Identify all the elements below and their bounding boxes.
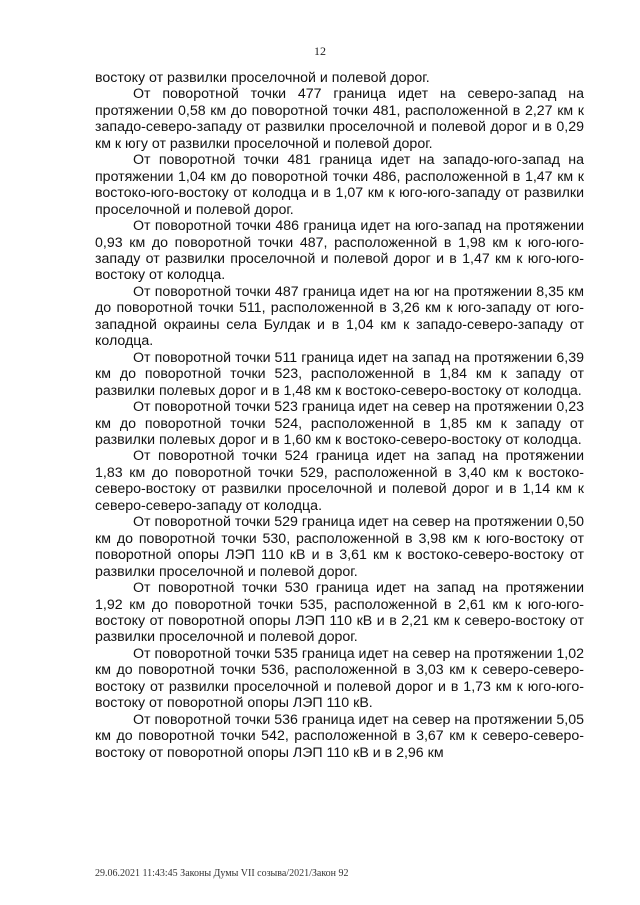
document-footer: 29.06.2021 11:43:45 Законы Думы VII созыва/2021/Закон 92 <box>95 868 349 879</box>
paragraph: От поворотной точки 523 граница идет на север на протяжении 0,23 км до поворотной точки 524, расположенной в 1,85 км к западу от развилки полевых дорог и в 1,60 км к востоко-северо-востоку от колодца. <box>95 399 584 448</box>
document-body <box>95 70 584 761</box>
paragraph: От поворотной точки 481 граница идет на западо-юго-запад на протяжении 1,04 км до поворотной точки 486, расположенной в 1,47 км к востоко-юго-востоку от колодца и в 1,07 км к юго-юго-западу от развилки проселочной и полевой дорог. <box>95 152 584 218</box>
paragraph: От поворотной точки 529 граница идет на север на протяжении 0,50 км до поворотной точки 530, расположенной в 3,98 км к юго-востоку от поворотной опоры ЛЭП 110 кВ и в 3,61 км к востоко-северо-востоку от развилки проселочной и полевой дорог. <box>95 514 584 580</box>
paragraph: От поворотной точки 477 граница идет на северо-запад на протяжении 0,58 км до поворотной точки 481, расположенной в 2,27 км к западо-северо-западу от развилки проселочной и полевой дорог и в 0,29 км к югу от развилки проселочной и полевой дорог. <box>95 86 584 152</box>
paragraph: От поворотной точки 487 граница идет на юг на протяжении 8,35 км до поворотной точки 511, расположенной в 3,26 км к юго-западу от юго-западной окраины села Булдак и в 1,04 км к западо-северо-западу от колодца. <box>95 283 584 350</box>
paragraph: От поворотной точки 530 граница идет на запад на протяжении 1,92 км до поворотной точки 535, расположенной в 2,61 км к юго-юго-востоку от поворотной опоры ЛЭП 110 кВ и в 2,21 км к северо-востоку от развилки проселочной и полевой дорог. <box>95 580 584 646</box>
paragraph: От поворотной точки 536 граница идет на север на протяжении 5,05 км до поворотной точки 542, расположенной в 3,67 км к северо-северо-востоку от поворотной опоры ЛЭП 110 кВ и в 2,96 км <box>95 711 584 761</box>
paragraph: От поворотной точки 511 граница идет на запад на протяжении 6,39 км до поворотной точки 523, расположенной в 1,84 км к западу от развилки полевых дорог и в 1,48 км к востоко-северо-востоку от колодца. <box>95 349 584 399</box>
paragraph: От поворотной точки 524 граница идет на запад на протяжении 1,83 км до поворотной точки 529, расположенной в 3,40 км к востоко-северо-востоку от развилки проселочной и полевой дорог и в 1,14 км к северо-северо-западу от колодца. <box>95 448 584 514</box>
paragraph: От поворотной точки 535 граница идет на север на протяжении 1,02 км до поворотной точки 536, расположенной в 3,03 км к северо-северо-востоку от развилки проселочной и полевой дорог и в 1,73 км к юго-юго-востоку от поворотной опоры ЛЭП 110 кВ. <box>95 645 584 712</box>
page-number: 12 <box>314 44 326 58</box>
paragraph: востоку от развилки проселочной и полевой дорог. <box>95 70 430 86</box>
paragraph: От поворотной точки 486 граница идет на юго-запад на протяжении 0,93 км до поворотной точки 487, расположенной в 1,98 км к юго-юго-западу от развилки проселочной и полевой дорог и в 1,47 км к юго-юго-востоку от колодца. <box>95 218 584 284</box>
